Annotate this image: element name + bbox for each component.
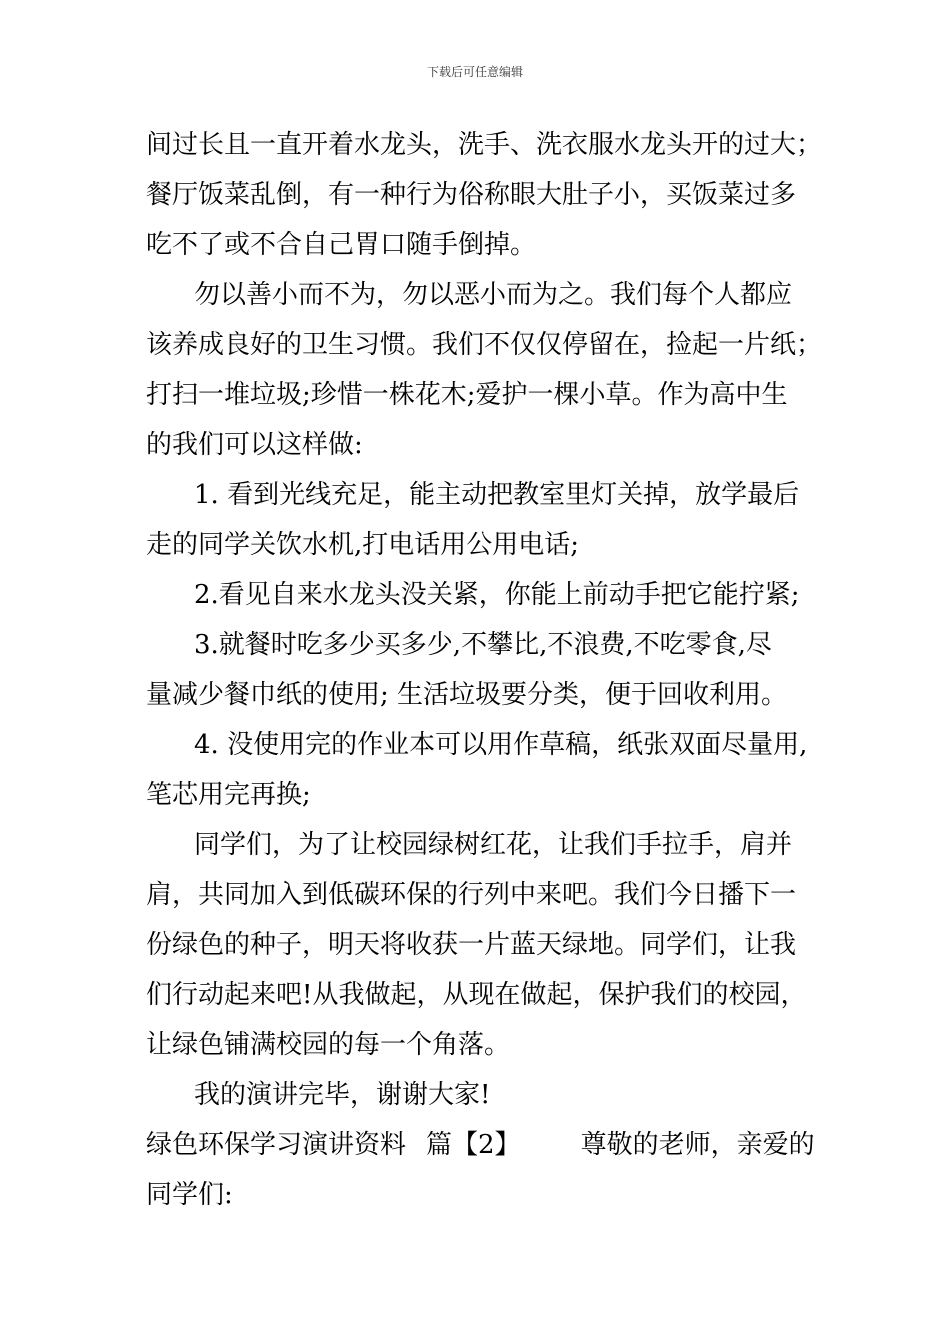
paragraph-line: 同学们，为了让校园绿树红花，让我们手拉手，肩并 [194, 830, 793, 860]
section-heading [146, 1120, 818, 1170]
page-header: 下载后可任意编辑 [426, 65, 523, 79]
list-item-line: 笔芯用完再换; [146, 780, 311, 810]
paragraph-line: 餐厅饭菜乱倒，有一种行为俗称眼大肚子小，买饭菜过多 [146, 180, 797, 210]
paragraph-line: 该养成良好的卫生习惯。我们不仅仅停留在，捡起一片纸； [146, 330, 823, 360]
closing-line: 我的演讲完毕，谢谢大家! [194, 1080, 491, 1110]
section-greeting: 尊敬的老师，亲爱的 [580, 1130, 815, 1160]
list-item-line: 3.就餐时吃多少买多少,不攀比,不浪费,不吃零食,尽 [194, 630, 772, 660]
document-body [146, 120, 823, 1220]
list-item-line: 1. 看到光线充足，能主动把教室里灯关掉，放学最后 [194, 480, 800, 510]
section-title: 绿色环保学习演讲资料 [146, 1130, 407, 1160]
paragraph-line: 们行动起来吧!从我做起，从现在做起，保护我们的校园， [146, 980, 807, 1010]
paragraph-line: 同学们: [146, 1180, 233, 1210]
section-part: 篇【2】 [426, 1130, 521, 1160]
paragraph-line: 肩，共同加入到低碳环保的行列中来吧。我们今日播下一 [146, 880, 797, 910]
list-item-line: 2.看见自来水龙头没关紧，你能上前动手把它能拧紧; [194, 580, 800, 610]
paragraph-line: 打扫一堆垃圾;珍惜一株花木;爱护一棵小草。作为高中生 [146, 380, 788, 410]
paragraph-line: 让绿色铺满校园的每一个角落。 [146, 1030, 511, 1060]
paragraph-line: 的我们可以这样做: [146, 430, 363, 460]
list-item-line: 走的同学关饮水机,打电话用公用电话; [146, 530, 580, 560]
list-item-line: 量减少餐巾纸的使用; 生活垃圾要分类，便于回收利用。 [146, 680, 788, 710]
paragraph-line: 间过长且一直开着水龙头，洗手、洗衣服水龙头开的过大； [146, 130, 823, 160]
list-item-line: 4. 没使用完的作业本可以用作草稿，纸张双面尽量用, [194, 730, 808, 760]
paragraph-line: 份绿色的种子，明天将收获一片蓝天绿地。同学们，让我 [146, 930, 797, 960]
paragraph-line: 勿以善小而不为，勿以恶小而为之。我们每个人都应 [194, 280, 793, 310]
paragraph-line: 吃不了或不合自己胃口随手倒掉。 [146, 230, 537, 260]
